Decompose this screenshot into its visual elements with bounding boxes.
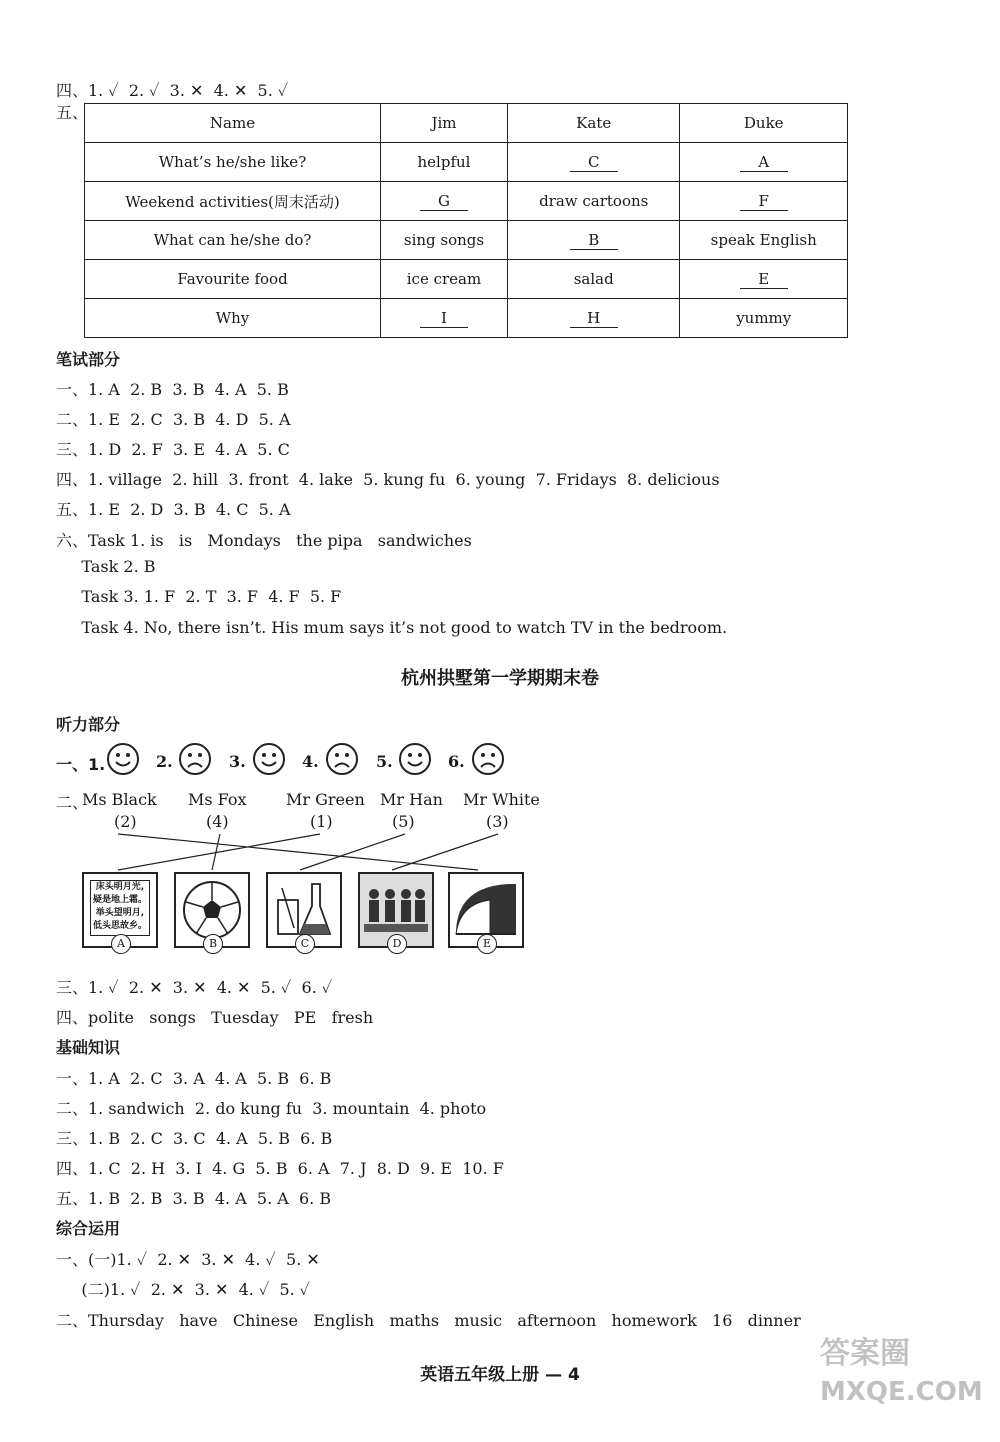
pic-letter: A bbox=[111, 934, 131, 954]
answer-line-4: 四、1. ✓ 2. ✓ 3. ✕ 4. ✕ 5. ✓ bbox=[56, 81, 289, 100]
poem-line: 举头望明月, bbox=[95, 908, 145, 918]
answer-blank: E bbox=[740, 270, 788, 289]
person-name: Ms Black bbox=[82, 790, 157, 809]
listening-heading: 听力部分 bbox=[56, 715, 121, 734]
face-number: 6. bbox=[448, 752, 465, 771]
pic-letter: E bbox=[477, 934, 497, 954]
pic-letter: C bbox=[295, 934, 315, 954]
answer-line: 五、1. E 2. D 3. B 4. C 5. A bbox=[56, 500, 291, 519]
answer-line: 四、polite songs Tuesday PE fresh bbox=[56, 1008, 374, 1027]
watermark-logo bbox=[820, 1335, 990, 1425]
table-cell: helpful bbox=[381, 143, 508, 182]
basics-heading: 基础知识 bbox=[56, 1038, 121, 1057]
table-cell: Why bbox=[85, 299, 381, 338]
poem-line: 床头明月光, bbox=[95, 882, 145, 892]
poem-line: 疑是地上霜。 bbox=[92, 895, 147, 905]
answer-line: 二、1. sandwich 2. do kung fu 3. mountain 4. photo bbox=[56, 1099, 487, 1118]
face-number: 5. bbox=[376, 752, 393, 771]
person-name: Mr White bbox=[463, 790, 540, 809]
answer-line: 四、1. village 2. hill 3. front 4. lake 5. kung fu 6. young 7. Fridays 8. delicious bbox=[56, 470, 720, 489]
smile-face-icon bbox=[398, 742, 432, 776]
face-number: 3. bbox=[229, 752, 246, 771]
smile-face-icon bbox=[106, 742, 140, 776]
table-cell: sing songs bbox=[381, 221, 508, 260]
answer-line: Task 3. 1. F 2. T 3. F 4. F 5. F bbox=[56, 587, 342, 606]
answer-line: 三、1. D 2. F 3. E 4. A 5. C bbox=[56, 440, 290, 459]
table-cell: What can he/she do? bbox=[85, 221, 381, 260]
answer-line: 二、Thursday have Chinese English maths music afternoon homework 16 dinner bbox=[56, 1311, 801, 1330]
table-row bbox=[85, 299, 848, 338]
exam-title: 杭州拱墅第一学期期末卷 bbox=[401, 668, 599, 689]
smile-face-icon bbox=[252, 742, 286, 776]
answer-label-5: 五、 bbox=[56, 103, 89, 122]
person-name: Mr Green bbox=[286, 790, 365, 809]
table-cell: draw cartoons bbox=[507, 182, 679, 221]
q1-label: 一、1. bbox=[56, 755, 106, 774]
table-cell: What’s he/she like? bbox=[85, 143, 381, 182]
person-name: Mr Han bbox=[380, 790, 443, 809]
watermark-text: 答案圈 bbox=[820, 1336, 910, 1371]
person-name: Ms Fox bbox=[188, 790, 247, 809]
answer-blank: C bbox=[570, 153, 618, 172]
match-number: (5) bbox=[392, 812, 415, 831]
answer-line: 六、Task 1. is is Mondays the pipa sandwiches bbox=[56, 531, 472, 550]
table-cell: salad bbox=[507, 260, 679, 299]
page-footer: 英语五年级上册 — 4 bbox=[420, 1365, 580, 1385]
table-row bbox=[85, 221, 848, 260]
answer-blank: F bbox=[740, 192, 788, 211]
sad-face-icon bbox=[471, 742, 505, 776]
table-cell: yummy bbox=[680, 299, 848, 338]
table-cell: Kate bbox=[507, 104, 679, 143]
table-cell: Favourite food bbox=[85, 260, 381, 299]
answer-line: 一、(一)1. ✓ 2. ✕ 3. ✕ 4. ✓ 5. ✕ bbox=[56, 1250, 320, 1269]
character-table bbox=[84, 103, 848, 338]
table-cell: Jim bbox=[381, 104, 508, 143]
match-number: (3) bbox=[486, 812, 509, 831]
match-number: (2) bbox=[114, 812, 137, 831]
table-cell: ice cream bbox=[381, 260, 508, 299]
answer-line: Task 2. B bbox=[56, 557, 156, 576]
answer-line: 五、1. B 2. B 3. B 4. A 5. A 6. B bbox=[56, 1189, 332, 1208]
answer-blank: I bbox=[420, 309, 468, 328]
q2-label: 二、 bbox=[56, 793, 89, 812]
answer-line: 一、1. A 2. C 3. A 4. A 5. B 6. B bbox=[56, 1069, 332, 1088]
match-number: (4) bbox=[206, 812, 229, 831]
table-cell: speak English bbox=[680, 221, 848, 260]
answer-line: 四、1. C 2. H 3. I 4. G 5. B 6. A 7. J 8. D 9. E 10. F bbox=[56, 1159, 504, 1178]
table-row bbox=[85, 182, 848, 221]
answer-line: 三、1. B 2. C 3. C 4. A 5. B 6. B bbox=[56, 1129, 333, 1148]
answer-line: 一、1. A 2. B 3. B 4. A 5. B bbox=[56, 380, 289, 399]
face-number: 4. bbox=[302, 752, 319, 771]
table-cell: Name bbox=[85, 104, 381, 143]
answer-line: (二)1. ✓ 2. ✕ 3. ✕ 4. ✓ 5. ✓ bbox=[56, 1280, 311, 1299]
table-row bbox=[85, 260, 848, 299]
pic-letter: B bbox=[203, 934, 223, 954]
poem-line: 低头思故乡。 bbox=[92, 921, 147, 931]
watermark-url: MXQE.COM bbox=[820, 1377, 983, 1407]
face-number: 2. bbox=[156, 752, 173, 771]
answer-blank: G bbox=[420, 192, 468, 211]
table-row bbox=[85, 104, 848, 143]
answer-blank: A bbox=[740, 153, 788, 172]
table-cell: Duke bbox=[680, 104, 848, 143]
table-row bbox=[85, 143, 848, 182]
answer-line: 三、1. ✓ 2. ✕ 3. ✕ 4. ✕ 5. ✓ 6. ✓ bbox=[56, 978, 333, 997]
answer-line: 二、1. E 2. C 3. B 4. D 5. A bbox=[56, 410, 291, 429]
match-number: (1) bbox=[310, 812, 333, 831]
sad-face-icon bbox=[178, 742, 212, 776]
table-cell: Weekend activities(周末活动) bbox=[85, 182, 381, 221]
pic-letter: D bbox=[387, 934, 407, 954]
matching-lines bbox=[0, 828, 1000, 873]
answer-line: Task 4. No, there isn’t. His mum says it’s not good to watch TV in the bedroom. bbox=[56, 618, 728, 637]
answer-blank: H bbox=[570, 309, 618, 328]
answer-blank: B bbox=[570, 231, 618, 250]
applied-heading: 综合运用 bbox=[56, 1219, 121, 1238]
written-heading: 笔试部分 bbox=[56, 350, 121, 369]
sad-face-icon bbox=[325, 742, 359, 776]
